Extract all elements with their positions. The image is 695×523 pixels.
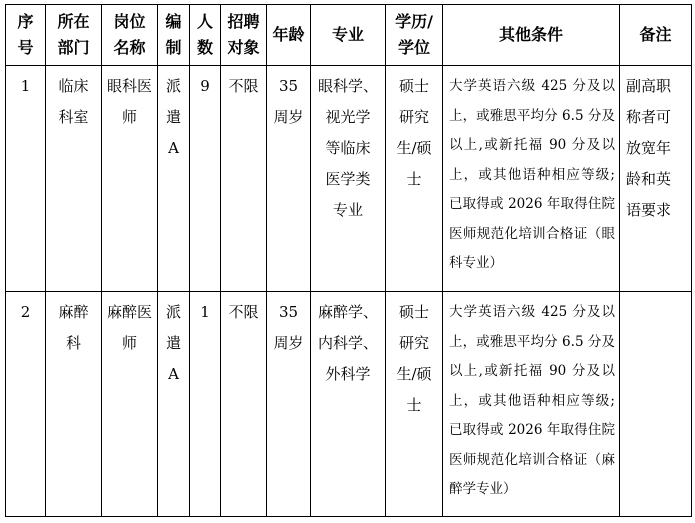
header-staffing: 编 制 — [158, 5, 190, 66]
cell-target: 不限 — [221, 66, 267, 292]
cell-remarks: 副高职称者可放宽年龄和英语要求 — [620, 66, 692, 292]
cell-age: 35 周岁 — [267, 66, 311, 292]
header-remarks: 备注 — [620, 5, 692, 66]
cell-target: 不限 — [221, 292, 267, 517]
header-department: 所在 部门 — [46, 5, 102, 66]
cell-position: 麻醉医师 — [102, 292, 158, 517]
cell-department: 临床 科室 — [46, 66, 102, 292]
cell-major: 眼科学、 视光学 等临床 医学类 专业 — [311, 66, 386, 292]
cell-position: 眼科医师 — [102, 66, 158, 292]
cell-department: 麻醉 科 — [46, 292, 102, 517]
cell-count: 1 — [190, 292, 221, 517]
header-count: 人 数 — [190, 5, 221, 66]
cell-staffing: 派 遣 A — [158, 66, 190, 292]
cell-degree: 硕士 研究 生/硕 士 — [386, 292, 443, 517]
cell-degree: 硕士 研究 生/硕 士 — [386, 66, 443, 292]
cell-remarks — [620, 292, 692, 517]
cell-index: 1 — [6, 66, 46, 292]
cell-conditions: 大学英语六级 425 分及以上，或雅思平均分 6.5 分及以上,或新托福 90 分及以上，或其他语种相应等级;已取得或 2026 年取得住院医师规范化培训合格证（麻醉学专业） — [443, 292, 620, 517]
table-row — [6, 292, 692, 517]
table-row — [6, 66, 692, 292]
header-major: 专业 — [311, 5, 386, 66]
cell-count: 9 — [190, 66, 221, 292]
cell-age: 35 周岁 — [267, 292, 311, 517]
header-conditions: 其他条件 — [443, 5, 620, 66]
header-index: 序 号 — [6, 5, 46, 66]
header-age: 年龄 — [267, 5, 311, 66]
cell-major: 麻醉学、 内科学、 外科学 — [311, 292, 386, 517]
header-degree: 学历/ 学位 — [386, 5, 443, 66]
cell-staffing: 派 遣 A — [158, 292, 190, 517]
header-target: 招聘 对象 — [221, 5, 267, 66]
recruitment-table — [5, 4, 692, 517]
cell-conditions: 大学英语六级 425 分及以上，或雅思平均分 6.5 分及以上,或新托福 90 分及以上，或其他语种相应等级;已取得或 2026 年取得住院医师规范化培训合格证（眼科专业） — [443, 66, 620, 292]
cell-index: 2 — [6, 292, 46, 517]
header-row — [6, 5, 692, 66]
header-position: 岗位 名称 — [102, 5, 158, 66]
